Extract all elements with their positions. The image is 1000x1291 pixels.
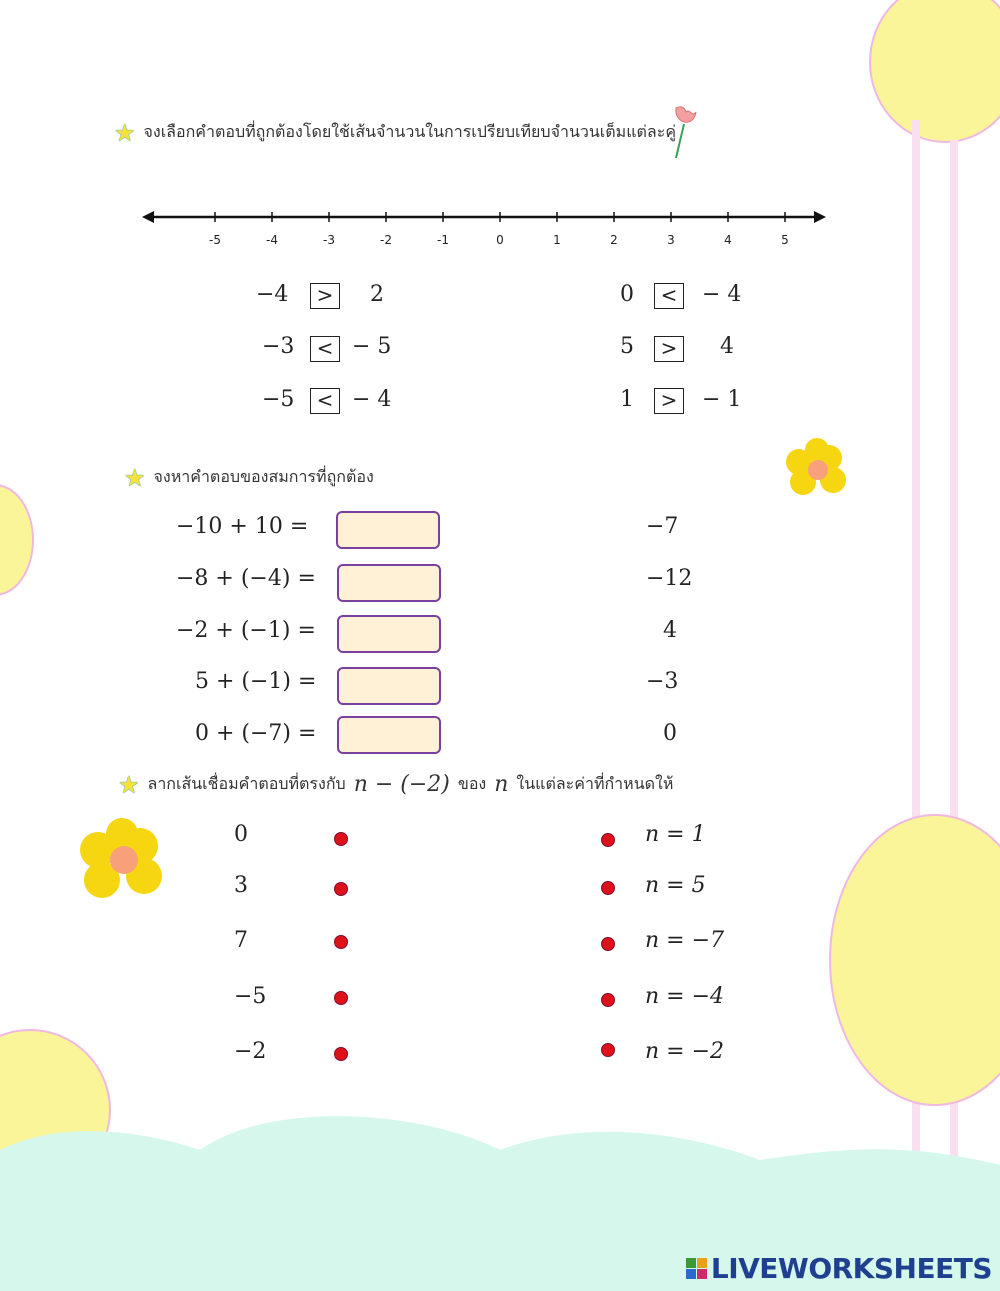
logo-mark-icon (686, 1258, 707, 1279)
match-right-dot-4[interactable] (601, 993, 615, 1007)
answer-drop-2[interactable] (337, 564, 441, 602)
comparison-left-2: −3 (262, 334, 295, 359)
equation-4: 5 + (−1) = (195, 669, 317, 694)
comparison-sign-1[interactable]: > (310, 283, 340, 309)
liveworksheets-logo (686, 1252, 992, 1285)
number-line-tick-label: -1 (437, 233, 449, 247)
section-3-title-prefix: ลากเส้นเชื่อมคำตอบที่ตรงกับ (147, 774, 346, 793)
equation-1: −10 + 10 = (176, 514, 309, 539)
answer-choice-5[interactable]: 0 (663, 721, 677, 746)
number-line (140, 205, 830, 231)
match-left-3: 7 (234, 928, 248, 953)
comparison-right-2: − 5 (352, 334, 392, 359)
star-icon: ★ (118, 770, 140, 799)
comparison-left-3: −5 (262, 387, 295, 412)
match-left-dot-2[interactable] (334, 882, 348, 896)
comparison-sign-5[interactable]: > (654, 336, 684, 362)
answer-drop-4[interactable] (337, 667, 441, 705)
comparison-left-1: −4 (256, 282, 289, 307)
comparison-sign-2[interactable]: < (310, 336, 340, 362)
number-line-tick-label: -4 (266, 233, 278, 247)
comparison-left-5: 5 (620, 334, 634, 359)
match-left-dot-1[interactable] (334, 832, 348, 846)
section-2-title (124, 465, 374, 490)
section-3-title-suffix: ในแต่ละค่าที่กำหนดให้ (516, 774, 674, 793)
answer-choice-4[interactable]: −3 (646, 669, 679, 694)
section-2-title-text: จงหาคำตอบของสมการที่ถูกต้อง (153, 467, 374, 486)
section-3-title-mid: ของ (457, 774, 487, 793)
comparison-right-1: 2 (370, 282, 384, 307)
answer-choice-3[interactable]: 4 (663, 618, 677, 643)
match-right-dot-1[interactable] (601, 833, 615, 847)
comparison-sign-3[interactable]: < (310, 388, 340, 414)
comparison-right-3: − 4 (352, 387, 392, 412)
comparison-right-6: − 1 (702, 387, 742, 412)
answer-drop-5[interactable] (337, 716, 441, 754)
star-icon: ★ (114, 118, 136, 147)
answer-choice-1[interactable]: −7 (646, 514, 679, 539)
equation-2: −8 + (−4) = (176, 566, 316, 591)
comparison-right-5: 4 (720, 334, 734, 359)
match-right-1: n = 1 (645, 822, 706, 847)
match-left-5: −2 (234, 1039, 267, 1064)
number-line-tick-label: 0 (496, 233, 504, 247)
match-left-dot-4[interactable] (334, 991, 348, 1005)
comparison-right-4: − 4 (702, 282, 742, 307)
match-left-1: 0 (234, 822, 248, 847)
equation-5: 0 + (−7) = (195, 721, 317, 746)
match-right-3: n = −7 (645, 928, 725, 953)
section-1-title (114, 120, 676, 145)
number-line-tick-label: -3 (323, 233, 335, 247)
match-left-2: 3 (234, 873, 248, 898)
equation-3: −2 + (−1) = (176, 618, 316, 643)
logo-text: LIVEWORKSHEETS (710, 1252, 992, 1285)
section-3-title-var: n (494, 772, 509, 797)
comparison-sign-6[interactable]: > (654, 388, 684, 414)
section-1-title-text: จงเลือกคำตอบที่ถูกต้องโดยใช้เส้นจำนวนในการเปรียบเทียบจำนวนเต็มแต่ละคู่ (143, 122, 677, 141)
number-line-tick-label: 1 (553, 233, 561, 247)
match-left-4: −5 (234, 984, 267, 1009)
section-3-title-expr: n − (−2) (353, 772, 450, 797)
match-left-dot-3[interactable] (334, 935, 348, 949)
number-line-tick-label: 2 (610, 233, 618, 247)
comparison-sign-4[interactable]: < (654, 283, 684, 309)
comparison-left-4: 0 (620, 282, 634, 307)
section-3-title (118, 772, 673, 797)
match-right-5: n = −2 (645, 1039, 725, 1064)
match-right-dot-5[interactable] (601, 1043, 615, 1057)
number-line-tick-label: -2 (380, 233, 392, 247)
answer-choice-2[interactable]: −12 (646, 566, 693, 591)
match-right-4: n = −4 (645, 984, 725, 1009)
answer-drop-1[interactable] (336, 511, 440, 549)
answer-drop-3[interactable] (337, 615, 441, 653)
number-line-tick-label: 4 (724, 233, 732, 247)
match-right-dot-2[interactable] (601, 881, 615, 895)
number-line-tick-label: -5 (209, 233, 221, 247)
comparison-left-6: 1 (620, 387, 634, 412)
match-left-dot-5[interactable] (334, 1047, 348, 1061)
star-icon: ★ (124, 463, 146, 492)
number-line-tick-label: 5 (781, 233, 789, 247)
match-right-dot-3[interactable] (601, 937, 615, 951)
match-right-2: n = 5 (645, 873, 706, 898)
number-line-tick-label: 3 (667, 233, 675, 247)
